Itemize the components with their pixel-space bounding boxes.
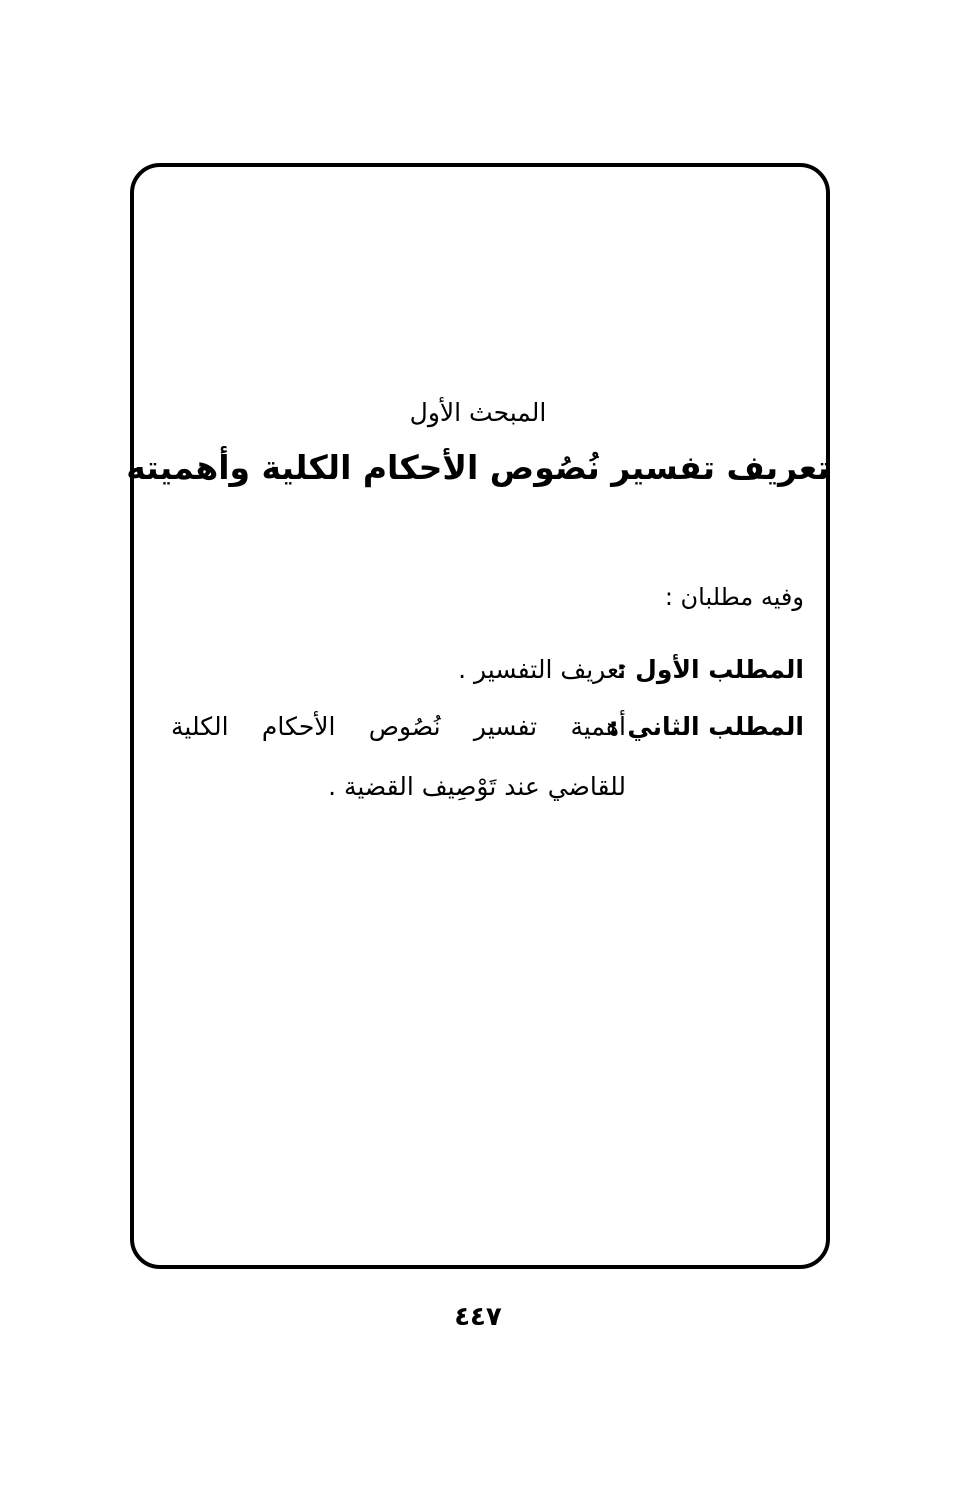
chapter-heading: المبحث الأول xyxy=(409,398,547,427)
sections-intro: وفيه مطلبان : xyxy=(664,583,804,611)
section-1-text: تعريف التفسير . xyxy=(458,655,626,684)
section-2-text-line2: للقاضي عند تَوْصِيف القضية . xyxy=(328,772,626,801)
section-2-label: المطلب الثاني : xyxy=(608,712,804,741)
section-1-label: المطلب الأول : xyxy=(616,655,804,684)
section-2-text-line1: أهمية تفسير نُصُوص الأحكام الكلية xyxy=(171,712,626,741)
page-number: ٤٤٧ xyxy=(454,1302,502,1332)
chapter-title: تعريف تفسير نُصُوص الأحكام الكلية وأهميته xyxy=(126,448,830,487)
